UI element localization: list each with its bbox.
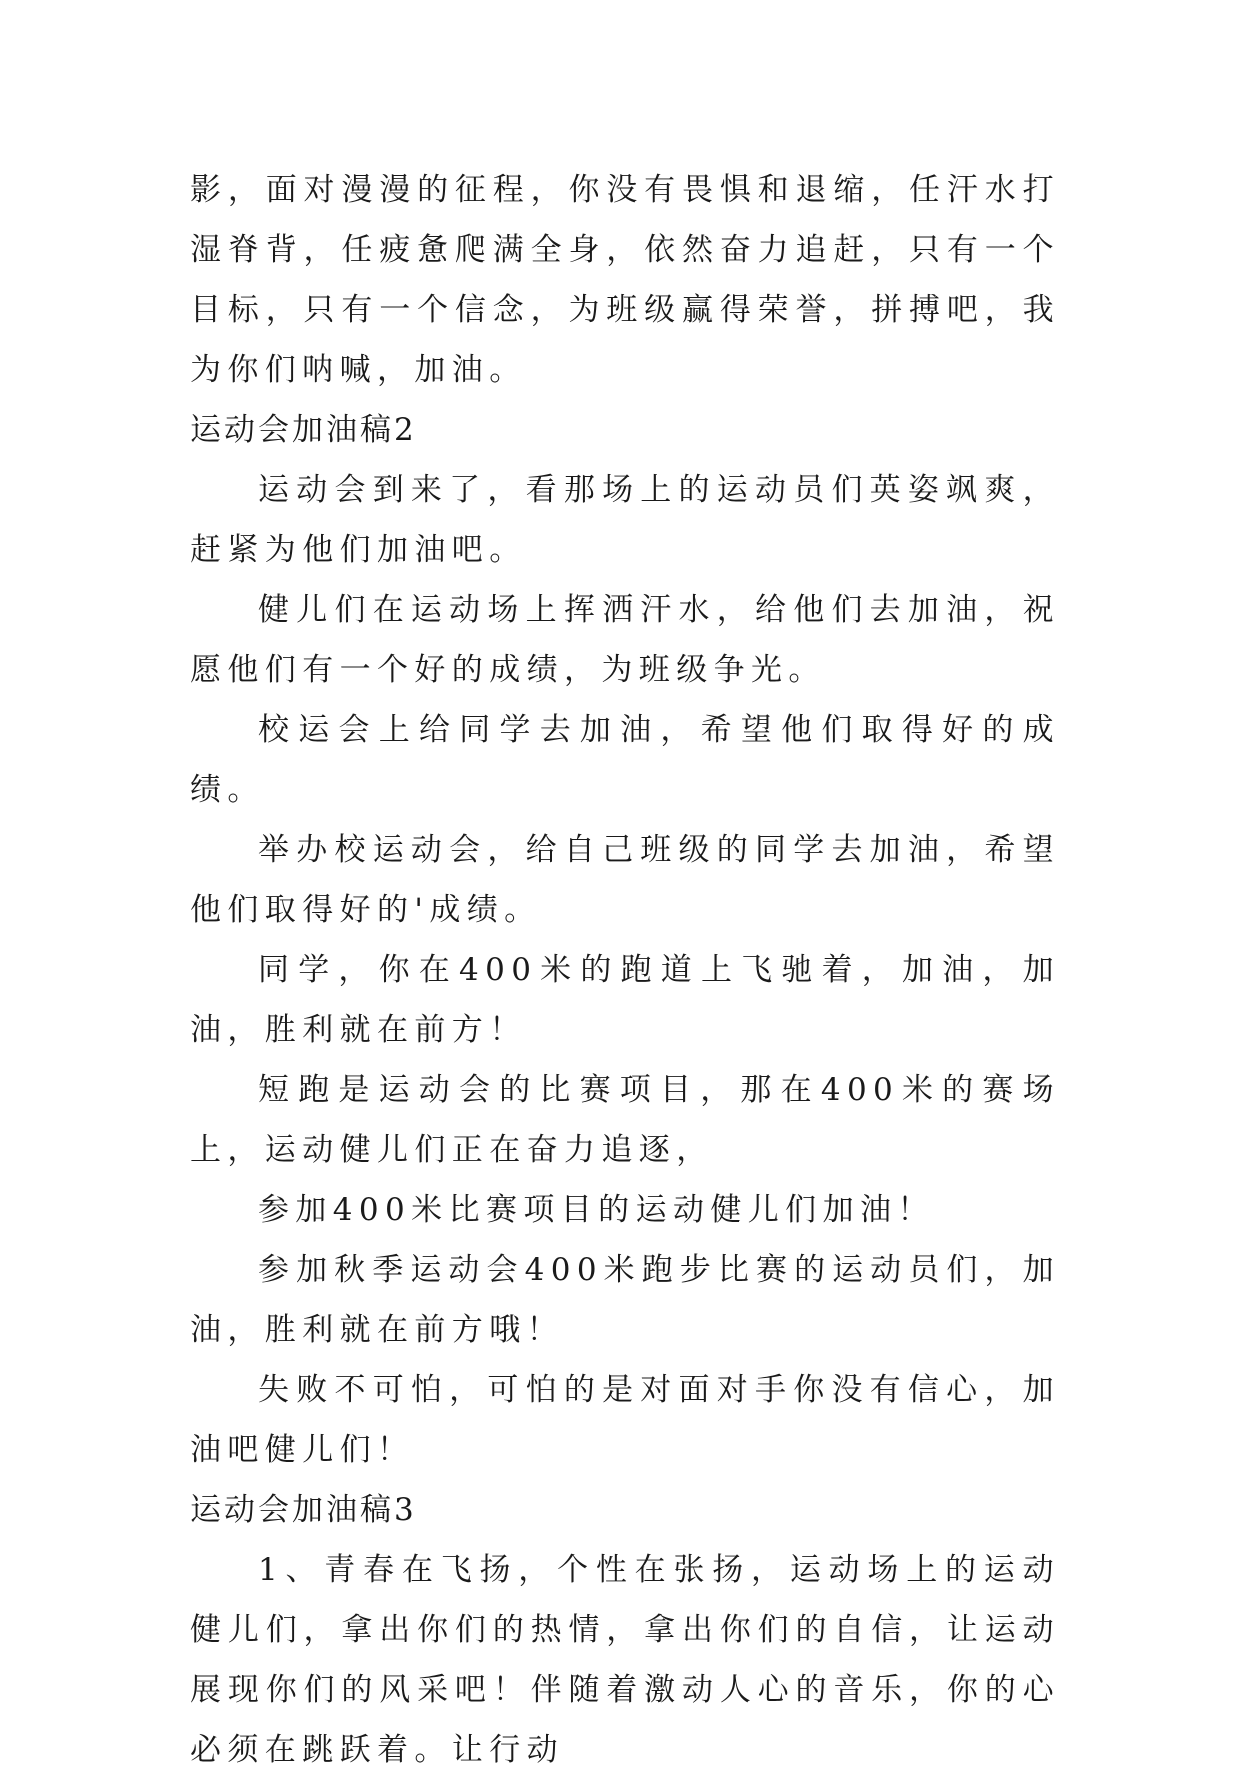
paragraph: 1、青春在飞扬，个性在张扬，运动场上的运动健儿们，拿出你们的热情，拿出你们的自信，让运动展现你们的风采吧！伴随着激动人心的音乐，你的心必须在跳跃着。让行动 bbox=[190, 1552, 1060, 1768]
paragraph: 健儿们在运动场上挥洒汗水，给他们去加油，祝愿他们有一个好的成绩，为班级争光。 bbox=[190, 592, 1060, 688]
paragraph: 同学，你在400米的跑道上飞驰着，加油，加油，胜利就在前方！ bbox=[190, 952, 1060, 1048]
paragraph: 举办校运动会，给自己班级的同学去加油，希望他们取得好的'成绩。 bbox=[190, 832, 1060, 928]
paragraph: 短跑是运动会的比赛项目，那在400米的赛场上，运动健儿们正在奋力追逐， bbox=[190, 1072, 1060, 1168]
paragraph: 参加秋季运动会400米跑步比赛的运动员们，加油，胜利就在前方哦！ bbox=[190, 1252, 1060, 1348]
paragraph: 参加400米比赛项目的运动健儿们加油！ bbox=[258, 1192, 935, 1228]
section-heading-2: 运动会加油稿2 bbox=[190, 412, 417, 448]
paragraph: 校运会上给同学去加油，希望他们取得好的成绩。 bbox=[190, 712, 1060, 808]
paragraph-continuation: 影，面对漫漫的征程，你没有畏惧和退缩，任汗水打湿脊背，任疲惫爬满全身，依然奋力追赶，只有一个目标，只有一个信念，为班级赢得荣誉，拼搏吧，我为你们呐喊，加油。 bbox=[190, 172, 1060, 388]
paragraph: 失败不可怕，可怕的是对面对手你没有信心，加油吧健儿们！ bbox=[190, 1372, 1060, 1468]
section-heading-3: 运动会加油稿3 bbox=[190, 1492, 417, 1528]
paragraph: 运动会到来了，看那场上的运动员们英姿飒爽，赶紧为他们加油吧。 bbox=[190, 472, 1060, 568]
document-body bbox=[190, 160, 1060, 1780]
